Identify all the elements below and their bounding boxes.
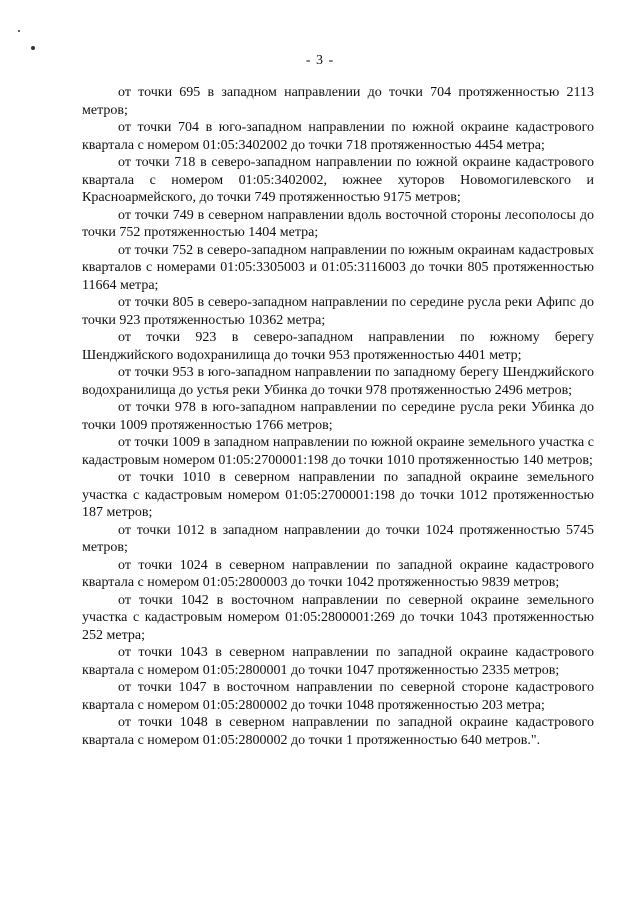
boundary-paragraph: от точки 1043 в северном направлении по западной окраине кадастрового квартала с номером 01:05:2800001 до точки 1047 протяженностью 2335 метров; <box>82 645 594 678</box>
boundary-paragraph: от точки 1047 в восточном направлении по северной стороне кадастрового квартала с номером 01:05:2800002 до точки 1048 протяженностью 203 метра; <box>82 680 594 713</box>
boundary-paragraph: от точки 704 в юго-западном направлении по южной окраине кадастрового квартала с номером 01:05:3402002 до точки 718 протяженностью 4454 метра; <box>82 120 594 153</box>
scan-speck <box>18 30 20 32</box>
boundary-paragraph: от точки 752 в северо-западном направлении по южным окраинам кадастровых кварталов с номерами 01:05:3305003 и 01:05:3116003 до точки 805 протяженностью 11664 метра; <box>82 242 594 293</box>
boundary-paragraph: от точки 923 в северо-западном направлении по южному берегу Шенджийского водохранилища до точки 953 протяженностью 4401 метр; <box>82 330 594 363</box>
boundary-paragraph: от точки 1012 в западном направлении до точки 1024 протяженностью 5745 метров; <box>82 522 594 555</box>
boundary-paragraph: от точки 1042 в восточном направлении по северной окраине земельного участка с кадастровым номером 01:05:2800001:269 до точки 1043 протяженностью 252 метра; <box>82 592 594 643</box>
boundary-paragraph: от точки 718 в северо-западном направлении по южной окраине кадастрового квартала с номером 01:05:3402002, южнее хуторов Новомогилевского и Красноармейского, до точки 749 протяженностью 9175 метров; <box>82 155 594 205</box>
boundary-paragraph: от точки 978 в юго-западном направлении по середине русла реки Убинка до точки 1009 протяженностью 1766 метров; <box>82 400 594 433</box>
boundary-paragraph: от точки 749 в северном направлении вдоль восточной стороны лесополосы до точки 752 протяженностью 1404 метра; <box>82 207 594 240</box>
scan-speck <box>31 46 35 50</box>
document-body <box>82 84 594 749</box>
boundary-paragraph: от точки 805 в северо-западном направлении по середине русла реки Афипс до точки 923 протяженностью 10362 метра; <box>82 295 594 328</box>
page-number: - 3 - <box>305 53 335 68</box>
boundary-paragraph: от точки 695 в западном направлении до точки 704 протяженностью 2113 метров; <box>82 85 594 118</box>
boundary-paragraph: от точки 1010 в северном направлении по западной окраине земельного участка с кадастровым номером 01:05:2700001:198 до точки 1012 протяженностью 187 метров; <box>82 470 594 520</box>
boundary-paragraph: от точки 1009 в западном направлении по южной окраине земельного участка с кадастровым номером 01:05:2700001:198 до точки 1010 протяженностью 140 метров; <box>82 435 594 468</box>
boundary-paragraph: от точки 1048 в северном направлении по западной окраине кадастрового квартала с номером 01:05:2800002 до точки 1 протяженностью 640 метров.". <box>82 715 594 748</box>
boundary-paragraph: от точки 1024 в северном направлении по западной окраине кадастрового квартала с номером 01:05:2800003 до точки 1042 протяженностью 9839 метров; <box>82 557 594 590</box>
boundary-paragraph: от точки 953 в юго-западном направлении по западному берегу Шенджийского водохранилища до устья реки Убинка до точки 978 протяженностью 2496 метров; <box>82 365 594 398</box>
